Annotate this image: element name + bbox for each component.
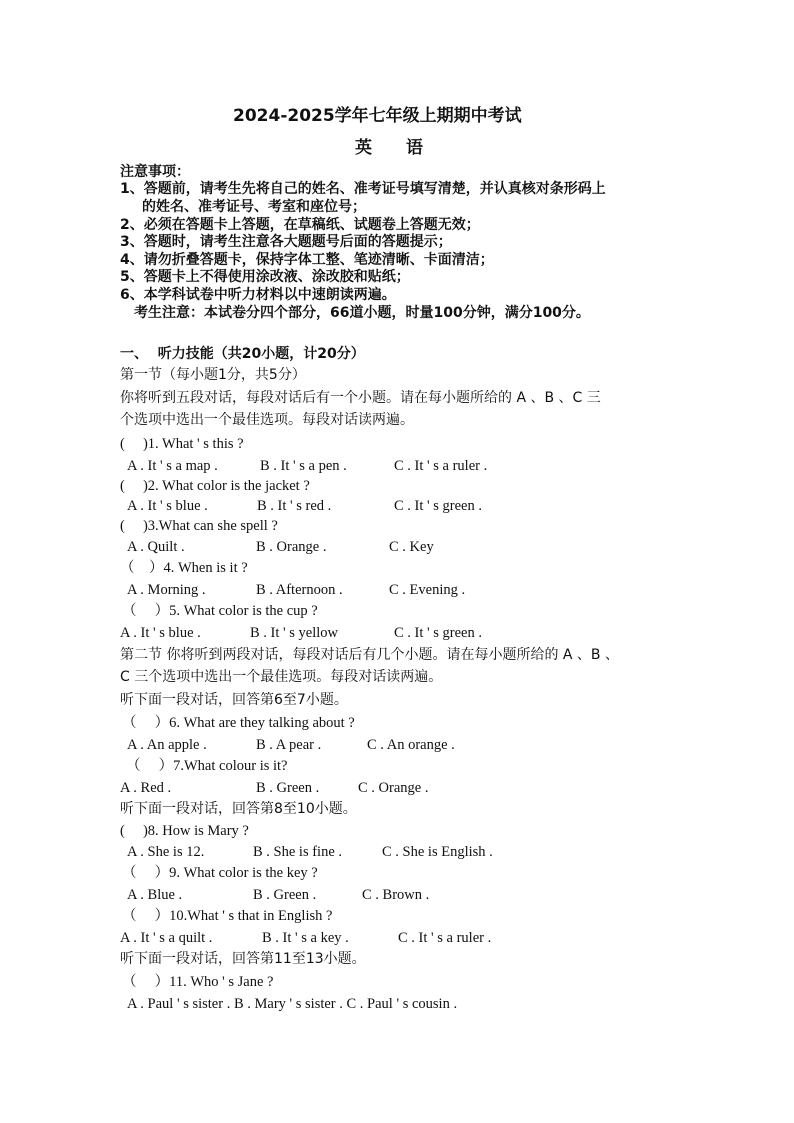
option-c: C . It ' s green . — [394, 498, 482, 514]
option-line: A . Paul ' s sister . B . Mary ' s sister . C . Paul ' s cousin . — [127, 996, 458, 1012]
question-stem: ( )8. How is Mary ? — [120, 823, 249, 839]
option-c: C . It ' s a ruler . — [398, 930, 492, 946]
conversation-3-prompt: 听下面一段对话，回答第11至13小题。 — [120, 951, 366, 967]
note-1b: 的姓名、准考证号、考室和座位号； — [142, 199, 366, 215]
question-stem: （ ）5. What color is the cup ? — [122, 603, 318, 619]
option-b: B . It ' s yellow — [250, 625, 338, 641]
question-stem: ( )1. What ' s this ? — [120, 436, 244, 452]
note-2: 2、必须在答题卡上答题，在草稿纸、试题卷上答题无效； — [120, 217, 480, 233]
option-c: C . Evening . — [389, 582, 466, 598]
option-c: C . Orange . — [358, 780, 429, 796]
subject-title: 英 语 — [355, 138, 423, 158]
question-stem: ( )2. What color is the jacket ? — [120, 478, 310, 494]
question-stem: （ ）6. What are they talking about ? — [122, 715, 355, 731]
option-c: C . Brown . — [362, 887, 430, 903]
option-a: A . It ' s blue . — [127, 498, 208, 514]
option-c: C . She is English . — [382, 844, 493, 860]
section1-instruction-b: 个选项中选出一个最佳选项。每段对话读两遍。 — [120, 412, 414, 428]
option-c: C . It ' s a ruler . — [394, 458, 488, 474]
note-6: 6、本学科试卷中听力材料以中速朗读两遍。 — [120, 287, 396, 303]
question-stem: ( )3.What can she spell ? — [120, 518, 278, 534]
note-5: 5、答题卡上不得使用涂改液、涂改胶和贴纸； — [120, 269, 410, 285]
option-a: A . Blue . — [127, 887, 183, 903]
option-a: A . An apple . — [127, 737, 207, 753]
notes-heading: 注意事项： — [120, 164, 190, 180]
option-a: A . Red . — [120, 780, 172, 796]
question-stem: （ ）4. When is it ? — [120, 560, 248, 576]
option-a: A . It ' s a map . — [127, 458, 218, 474]
option-b: B . It ' s a pen . — [260, 458, 347, 474]
option-c: C . It ' s green . — [394, 625, 482, 641]
option-c: C . An orange . — [367, 737, 455, 753]
option-b: B . Green . — [253, 887, 317, 903]
option-b: B . Orange . — [256, 539, 327, 555]
option-a: A . Morning . — [127, 582, 206, 598]
option-a: A . Quilt . — [127, 539, 185, 555]
section2-instruction-a: 第二节 你将听到两段对话，每段对话后有几个小题。请在每小题所给的 A 、B 、 — [120, 647, 619, 663]
note-1a: 1、答题前，请考生先将自己的姓名、准考证号填写清楚，并认真核对条形码上 — [120, 181, 606, 197]
part1-heading: 一、 听力技能（共20小题，计20分） — [120, 346, 365, 362]
option-b: B . Afternoon . — [256, 582, 343, 598]
question-stem: （ ）11. Who ' s Jane ? — [122, 974, 274, 990]
note-7: 考生注意：本试卷分四个部分，66道小题，时量100分钟，满分100分。 — [134, 305, 590, 321]
note-4: 4、请勿折叠答题卡，保持字体工整、笔迹清晰、卡面清洁； — [120, 252, 494, 268]
conversation-2-prompt: 听下面一段对话，回答第8至10小题。 — [120, 801, 357, 817]
option-b: B . It ' s red . — [257, 498, 332, 514]
conversation-1-prompt: 听下面一段对话，回答第6至7小题。 — [120, 692, 348, 708]
option-b: B . Green . — [256, 780, 320, 796]
note-3: 3、答题时，请考生注意各大题题号后面的答题提示； — [120, 234, 452, 250]
option-a: A . It ' s blue . — [120, 625, 201, 641]
question-stem: （ ）10.What ' s that in English ? — [122, 908, 333, 924]
section2-instruction-b: C 三个选项中选出一个最佳选项。每段对话读两遍。 — [120, 669, 443, 685]
question-stem: （ ）9. What color is the key ? — [122, 865, 318, 881]
option-a: A . It ' s a quilt . — [120, 930, 213, 946]
exam-title: 2024-2025学年七年级上期期中考试 — [233, 106, 522, 126]
option-b: B . She is fine . — [253, 844, 343, 860]
option-b: B . A pear . — [256, 737, 322, 753]
section1-instruction-a: 你将听到五段对话，每段对话后有一个小题。请在每小题所给的 A 、B 、C 三 — [120, 390, 601, 406]
question-stem: （ ）7.What colour is it? — [126, 758, 288, 774]
option-c: C . Key — [389, 539, 434, 555]
section1-title: 第一节（每小题1分，共5分） — [120, 367, 306, 383]
option-b: B . It ' s a key . — [262, 930, 349, 946]
option-a: A . She is 12. — [127, 844, 205, 860]
